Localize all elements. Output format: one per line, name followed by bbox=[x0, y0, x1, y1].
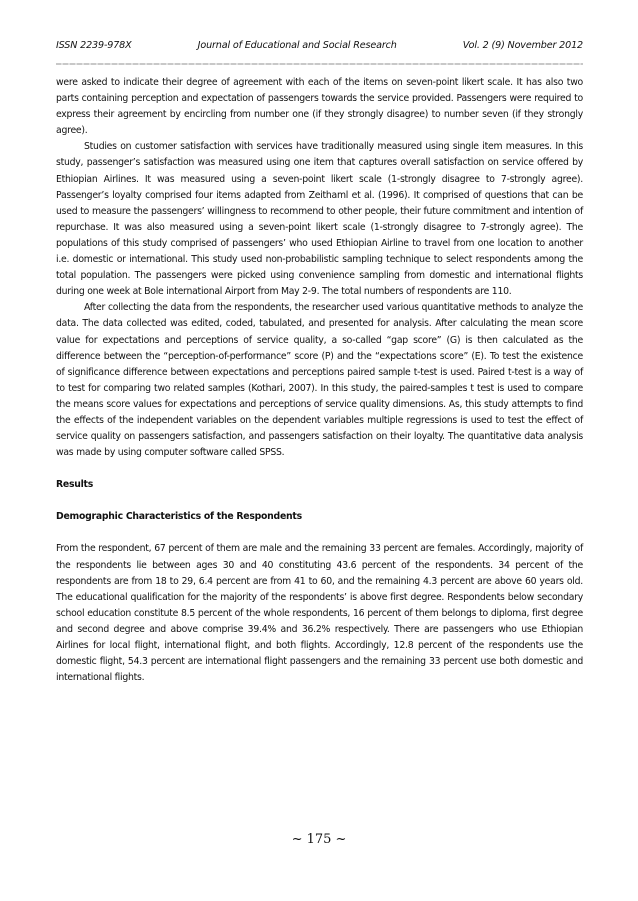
paragraph-questionnaire: were asked to indicate their degree of agreement with each of the items on seven-point likert scale. It has also two parts containing perception and expectation of passengers towards the service provided. Passengers were required to express their agreement by encircling from number one (if they strongly disagree) to number seven (if they strongly agree). bbox=[56, 77, 583, 137]
volume-label: Vol. 2 (9) November 2012 bbox=[462, 40, 583, 51]
header-divider bbox=[56, 63, 583, 65]
paragraph-demographics: From the respondent, 67 percent of them are male and the remaining 33 percent are females. Accordingly, majority of the respondents lie between ages 30 and 40 constituting 43.6 percent of the respondents. 34 percent of the respondents are from 18 to 29, 6.4 percent are from 41 to 60, and the remaining 4.3 percent are above 60 years old. The educational qualification for the majority of the respondents’ is above first degree. Respondents below secondary school education constitute 8.5 percent of the whole respondents, 16 percent of them belongs to diploma, first degree and second degree and above comprise 39.4% and 36.2% respectively. There are passengers who use Ethiopian Airlines for local flight, international flight, and both flights. Accordingly, 12.8 percent of the respondents use the domestic flight, 54.3 percent are international flight passengers and the remaining 33 percent use both domestic and international flights. bbox=[56, 543, 583, 684]
subsection-heading-demographics: Demographic Characteristics of the Respondents bbox=[56, 511, 302, 523]
paragraph-analysis: After collecting the data from the respondents, the researcher used various quantitative methods to analyze the data. The data collected was edited, coded, tabulated, and presented for analysis. After calculating the mean score value for expectations and perceptions of service quality, a so-called “gap score” (G) is then calculated as the difference between the “perception-of-performance” score (P) and the “expectations score” (E). To test the existence of significance difference between expectations and perceptions paired sample t-test is used. Paired t-test is a way of to test for comparing two related samples (Kothari, 2007). In this study, the paired-samples t test is used to compare the means score values for expectations and perceptions of service quality dimensions. As, this study attempts to find the effects of the independent variables on the dependent variables multiple regressions is used to test the effect of service quality on passengers satisfaction, and passengers satisfaction on their loyalty. The quantitative data analysis was made by using computer software called SPSS. bbox=[56, 302, 583, 459]
page-number: ~ 175 ~ bbox=[291, 832, 347, 847]
section-heading-results: Results bbox=[56, 479, 94, 491]
body-text bbox=[56, 75, 583, 686]
running-header bbox=[56, 40, 583, 51]
journal-title: Journal of Educational and Social Research bbox=[197, 40, 397, 51]
paragraph-measures: Studies on customer satisfaction with services have traditionally measured using single item measures. In this study, passenger’s satisfaction was measured using one item that captures overall satisfaction on service offered by Ethiopian Airlines. It was measured using a seven-point likert scale (1-strongly disagree to 7-strongly agree). Passenger’s loyalty comprised four items adapted from Zeithaml et al. (1996). It comprised of questions that can be used to measure the passengers’ willingness to recommend to other people, their future commitment and intention of repurchase. It was also measured using a seven-point likert scale (1-strongly disagree to 7-strongly agree). The populations of this study comprised of passengers’ who used Ethiopian Airline to travel from one location to another i.e. domestic or international. This study used non-probabilistic sampling technique to select respondents among the total population. The passengers were picked using convenience sampling from domestic and international flights during one week at Bole international Airport from May 2-9. The total numbers of respondents are 110. bbox=[56, 141, 583, 298]
issn-label: ISSN 2239-978X bbox=[56, 40, 132, 51]
